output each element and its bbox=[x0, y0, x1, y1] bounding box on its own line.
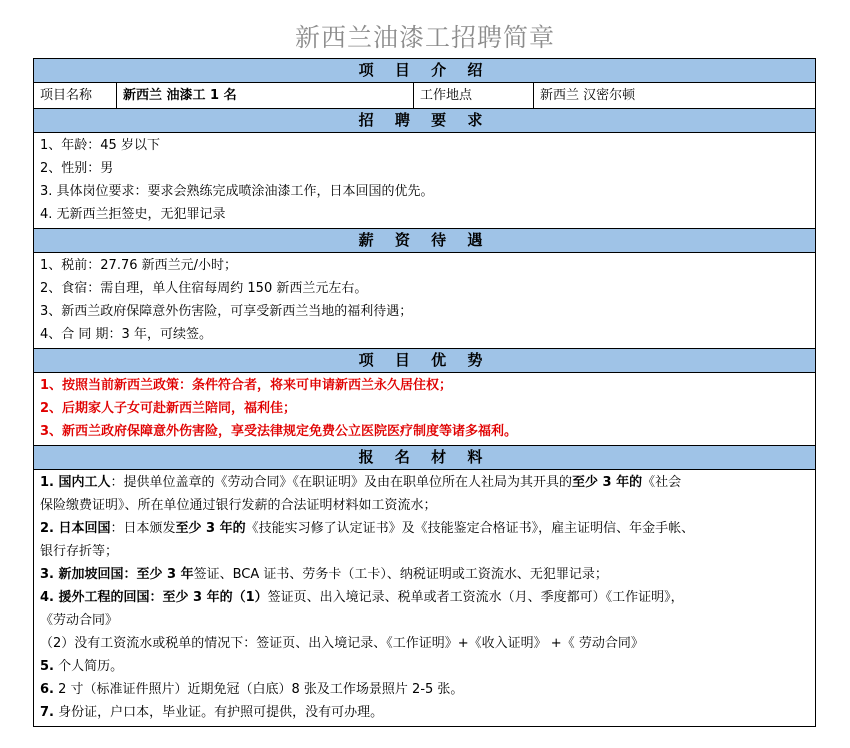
section-header-materials: 报 名 材 料 bbox=[34, 446, 815, 470]
material-1-text-b: 《社会 bbox=[642, 475, 682, 490]
requirement-item: 3. 具体岗位要求：要求会熟练完成喷涂油漆工作，日本回国的优先。 bbox=[40, 184, 434, 199]
material-2-bold: 至少 3 年的 bbox=[175, 521, 246, 536]
material-4-bold: 4. 援外工程的回国：至少 3 年的（1） bbox=[40, 590, 268, 605]
section-header-project: 项 目 介 绍 bbox=[34, 59, 815, 83]
material-item-5 bbox=[34, 655, 815, 678]
advantage-item: 3、新西兰政府保障意外伤害险，享受法律规定免费公立医院医疗制度等诸多福利。 bbox=[40, 424, 518, 439]
material-3-bold: 3. 新加坡回国：至少 3 年 bbox=[40, 567, 194, 582]
material-3-text: 签证、BCA 证书、劳务卡（工卡）、纳税证明或工资流水、无犯罪记录； bbox=[193, 567, 608, 582]
material-2-text-b: 《技能实习修了认定证书》及《技能鉴定合格证书》，雇主证明信、年金手帐、 bbox=[245, 521, 695, 536]
material-5-text: 个人简历。 bbox=[53, 659, 124, 674]
material-2-text-a: ：日本颁发 bbox=[110, 521, 176, 536]
recruitment-table bbox=[33, 58, 816, 727]
salary-item: 4、合 同 期：3 年，可续签。 bbox=[40, 327, 212, 342]
material-4-text: 签证页、出入境记录、税单或者工资流水（月、季度都可）《工作证明》， bbox=[267, 590, 684, 605]
material-item-7 bbox=[34, 701, 815, 724]
salary-item: 1、税前：27.76 新西兰元/小时； bbox=[40, 258, 237, 273]
material-5-label: 5. bbox=[40, 659, 54, 674]
material-6-label: 6. bbox=[40, 682, 54, 697]
page-title: 新西兰油漆工招聘简章 bbox=[294, 23, 555, 52]
material-1-bold: 至少 3 年的 bbox=[572, 475, 643, 490]
material-item-2-cont: 银行存折等； bbox=[40, 544, 119, 559]
section-header-requirements: 招 聘 要 求 bbox=[34, 109, 815, 133]
material-item-6 bbox=[34, 678, 815, 701]
salary-item: 2、食宿：需自理，单人住宿每周约 150 新西兰元左右。 bbox=[40, 281, 368, 296]
material-7-text: 身份证，户口本，毕业证。有护照可提供，没有可办理。 bbox=[53, 705, 384, 720]
material-item-3 bbox=[34, 563, 815, 586]
advantages-block bbox=[34, 373, 815, 446]
project-name-label: 项目名称 bbox=[34, 83, 117, 108]
requirement-item: 4. 无新西兰拒签史，无犯罪记录 bbox=[40, 207, 226, 222]
material-item-2 bbox=[34, 517, 815, 540]
material-item-1-cont: 保险缴费证明》、所在单位通过银行发薪的合法证明材料如工资流水； bbox=[40, 498, 437, 513]
section-header-salary: 薪 资 待 遇 bbox=[34, 229, 815, 253]
materials-block bbox=[34, 470, 815, 726]
section-header-advantages: 项 目 优 势 bbox=[34, 349, 815, 373]
material-7-label: 7. bbox=[40, 705, 54, 720]
requirement-item: 1、年龄：45 岁以下 bbox=[40, 138, 160, 153]
project-name-value: 新西兰 油漆工 1 名 bbox=[117, 83, 414, 108]
advantage-item: 1、按照当前新西兰政策：条件符合者，将来可申请新西兰永久居住权； bbox=[40, 378, 453, 393]
salary-item: 3、新西兰政府保障意外伤害险，可享受新西兰当地的福利待遇； bbox=[40, 304, 413, 319]
material-2-label: 2. 日本回国 bbox=[40, 521, 111, 536]
advantage-item: 2、后期家人子女可赴新西兰陪同，福利佳； bbox=[40, 401, 297, 416]
salary-block bbox=[34, 253, 815, 349]
material-item-4 bbox=[34, 586, 815, 609]
work-location-value: 新西兰 汉密尔顿 bbox=[540, 88, 636, 103]
work-location-label: 工作地点 bbox=[414, 83, 534, 108]
material-item-1 bbox=[34, 471, 815, 494]
material-item-4-cont: 《劳动合同》 bbox=[40, 613, 119, 628]
requirement-item: 2、性别：男 bbox=[40, 161, 114, 176]
material-item-4-sub: （2）没有工资流水或税单的情况下：签证页、出入境记录、《工作证明》+《收入证明》 +《 劳动合同》 bbox=[40, 636, 644, 651]
requirements-block bbox=[34, 133, 815, 229]
material-1-text-a: ：提供单位盖章的《劳动合同》《在职证明》及由在职单位所在人社局为其开具的 bbox=[110, 475, 573, 490]
material-1-label: 1. 国内工人 bbox=[40, 475, 111, 490]
material-6-text: 2 寸（标准证件照片）近期免冠（白底）8 张及工作场景照片 2-5 张。 bbox=[53, 682, 464, 697]
project-info-row bbox=[34, 83, 815, 109]
